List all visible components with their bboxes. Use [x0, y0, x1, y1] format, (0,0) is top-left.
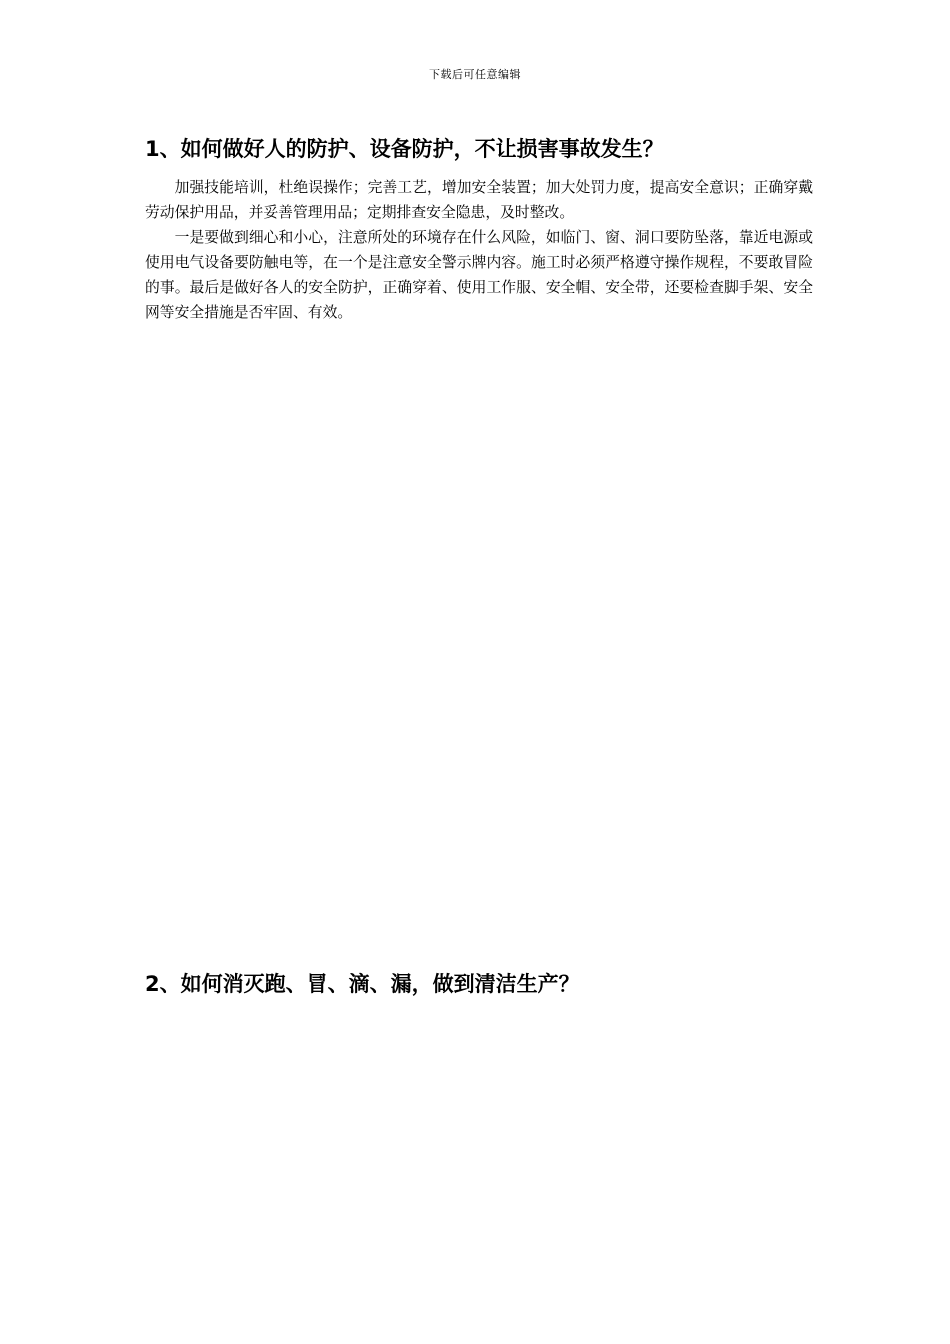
answer-paragraph: 加强技能培训，杜绝误操作；完善工艺，增加安全装置；加大处罚力度，提高安全意识；正确穿戴劳动保护用品，并妥善管理用品；定期排查安全隐患，及时整改。: [145, 179, 813, 221]
answer-paragraph: 一是要做到细心和小心，注意所处的环境存在什么风险，如临门、窗、洞口要防坠落，靠近电源或使用电气设备要防触电等，在一个是注意安全警示牌内容。施工时必须严格遵守操作规程，不要敢冒险的事。最后是做好各人的安全防护，正确穿着、使用工作服、安全帽、安全带，还要检查脚手架、安全网等安全措施是否牢固、有效。: [145, 229, 813, 321]
page-header: 下载后可任意编辑: [429, 68, 521, 81]
question-1-answer: [145, 175, 813, 325]
question-2-heading: 2、如何消灭跑、冒、滴、漏，做到清洁生产？: [145, 972, 580, 996]
question-1-heading: 1、如何做好人的防护、设备防护，不让损害事故发生？: [145, 137, 664, 161]
